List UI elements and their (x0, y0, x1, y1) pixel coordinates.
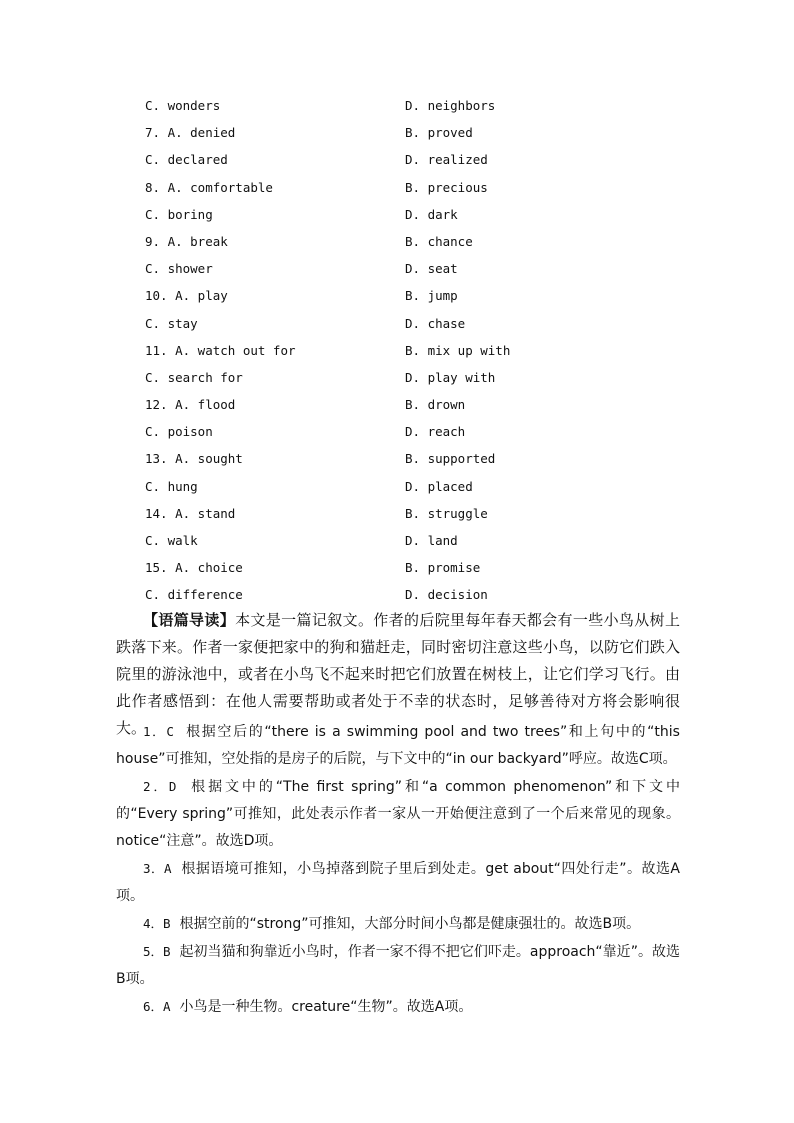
option-left: 11. A. watch out for (145, 342, 296, 358)
answer-number: 2．D (143, 779, 177, 794)
guide-tag: 【语篇导读】 (143, 611, 236, 629)
answer-text: 起初当猫和狗靠近小鸟时，作者一家不得不把它们吓走。approach“靠近”。故选B项。 (116, 944, 680, 987)
option-row (145, 477, 705, 504)
option-left: C. shower (145, 261, 213, 277)
option-row (145, 504, 705, 531)
option-left: 8. A. comfortable (145, 179, 273, 195)
answer-item (116, 773, 680, 855)
answer-text: 小鸟是一种生物。creature“生物”。故选A项。 (179, 999, 473, 1015)
guide-text: 本文是一篇记叙文。作者的后院里每年春天都会有一些小鸟从树上跌落下来。作者一家便把家中的狗和猫赶走，同时密切注意这些小鸟，以防它们跌入院里的游泳池中，或者在小鸟飞不起来时把它们放置在树枝上，让它们学习飞行。由此作者感悟到：在他人需要帮助或者处于不幸的状态时，足够善待对方将会影响很大。 (116, 611, 680, 737)
option-right: D. reach (405, 424, 466, 440)
option-right: D. play with (405, 369, 496, 385)
option-right: D. seat (405, 261, 458, 277)
option-row (145, 123, 705, 150)
option-right: B. mix up with (405, 342, 511, 358)
answer-explanations (116, 718, 680, 1021)
option-row (145, 314, 705, 341)
answer-text: 根据语境可推知，小鸟掉落到院子里后到处走。get about“四处行走”。故选A项。 (116, 861, 681, 904)
answer-item (116, 855, 680, 910)
option-right: B. chance (405, 233, 473, 249)
option-row (145, 395, 705, 422)
option-left: C. wonders (145, 98, 221, 113)
option-right: B. struggle (405, 505, 488, 521)
option-left: 13. A. sought (145, 451, 243, 467)
option-left: C. difference (145, 587, 243, 603)
option-left: 9. A. break (145, 233, 228, 249)
answer-item (116, 718, 680, 773)
option-row (145, 259, 705, 286)
answer-number: 5．B (143, 944, 171, 959)
answer-number: 6．A (143, 999, 171, 1014)
option-row (145, 422, 705, 449)
answer-number: 1．C (143, 724, 174, 739)
answer-number: 4．B (143, 916, 171, 931)
option-right: D. chase (405, 315, 466, 331)
option-right: D. realized (405, 152, 488, 168)
option-row (145, 531, 705, 558)
option-right: B. drown (405, 397, 466, 413)
option-row (145, 368, 705, 395)
option-right: D. neighbors (405, 98, 496, 113)
option-left: C. walk (145, 533, 198, 548)
option-row (145, 449, 705, 476)
answer-item (116, 938, 680, 993)
option-left: 14. A. stand (145, 505, 236, 521)
answer-text: 根据空前的“strong”可推知，大部分时间小鸟都是健康强壮的。故选B项。 (179, 916, 641, 932)
answer-item (116, 910, 680, 938)
answer-text: 根据文中的“The first spring”和“a common phenomenon”和下文中的“Every spring”可推知，此处表示作者一家从一开始便注意到了一个后来常见的现象。notice“注意”。故选D项。 (116, 779, 680, 849)
option-right: D. decision (405, 587, 488, 603)
option-left: 10. A. play (145, 288, 228, 304)
answer-item (116, 993, 680, 1021)
option-right: B. proved (405, 125, 473, 141)
option-right: B. jump (405, 288, 458, 304)
option-left: 12. A. flood (145, 397, 236, 413)
option-row (145, 150, 705, 177)
option-row (145, 178, 705, 205)
option-left: 15. A. choice (145, 560, 243, 576)
option-left: C. stay (145, 315, 198, 331)
option-row (145, 232, 705, 259)
option-row (145, 205, 705, 232)
option-right: D. placed (405, 478, 473, 494)
option-right: D. land (405, 533, 458, 548)
option-right: D. dark (405, 206, 458, 222)
answer-text: 根据空后的“there is a swimming pool and two trees”和上句中的“this house”可推知，空处指的是房子的后院，与下文中的“in our backyard”呼应。故选C项。 (116, 724, 680, 767)
option-row (145, 96, 705, 123)
option-row (145, 341, 705, 368)
option-row (145, 286, 705, 313)
option-left: C. declared (145, 152, 228, 168)
option-left: 7. A. denied (145, 125, 236, 141)
option-right: B. promise (405, 560, 481, 576)
option-left: C. search for (145, 369, 243, 385)
answer-number: 3．A (143, 861, 172, 876)
option-left: C. boring (145, 206, 213, 222)
option-row (145, 558, 705, 585)
option-right: B. supported (405, 451, 496, 467)
option-left: C. poison (145, 424, 213, 440)
options-list (145, 96, 705, 613)
option-left: C. hung (145, 478, 198, 494)
option-right: B. precious (405, 179, 488, 195)
